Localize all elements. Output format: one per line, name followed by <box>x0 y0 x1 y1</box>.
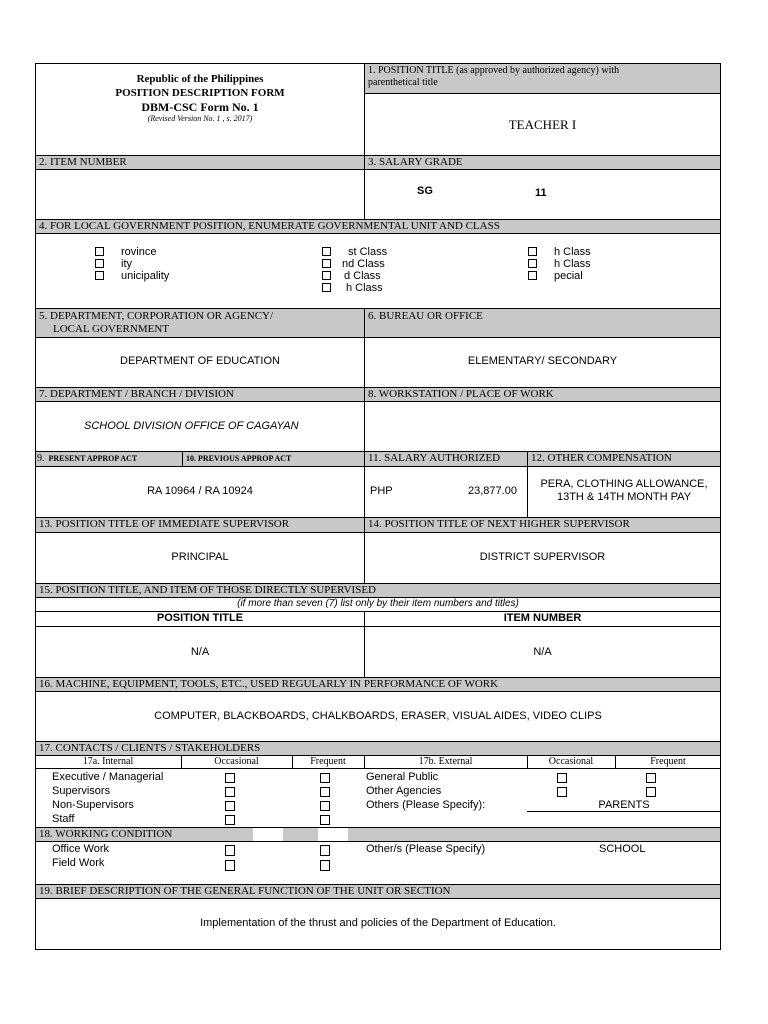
s17-occasional-heading-ext: Occasional <box>548 756 594 767</box>
checkbox-public-frequent[interactable] <box>646 773 656 783</box>
form-header <box>36 73 364 124</box>
checkbox-exec-frequent[interactable] <box>320 773 330 783</box>
vline-17-c <box>364 755 365 769</box>
s12-header: 12. OTHER COMPENSATION <box>527 451 721 467</box>
s17-frequent-heading-ext: Frequent <box>650 756 686 767</box>
checkbox-special[interactable] <box>528 271 537 280</box>
s1-header <box>364 63 721 94</box>
s16-header: 16. MACHINE, EQUIPMENT, TOOLS, ETC., USED REGULARLY IN PERFORMANCE OF WORK <box>35 677 721 692</box>
checkbox-public-occasional[interactable] <box>557 773 567 783</box>
checkbox-nonsup-frequent[interactable] <box>320 801 330 811</box>
s4-col1-item: rovince <box>121 246 157 258</box>
salary-grade-prefix: SG <box>417 185 433 197</box>
s2-header: 2. ITEM NUMBER <box>35 155 365 170</box>
s4-col1-item: ity <box>121 258 132 270</box>
external-item: Others (Please Specify): <box>366 799 486 811</box>
form-revision: (Revised Version No. 1 , s. 2017) <box>147 114 253 123</box>
others-specify-value[interactable]: PARENTS <box>598 799 650 811</box>
s1-label: 1. POSITION TITLE (as approved by authorized agency) with <box>368 65 620 76</box>
vline-17-e <box>615 755 616 769</box>
s4-col2-item: d Class <box>344 270 381 282</box>
checkbox-nonsup-occasional[interactable] <box>225 801 235 811</box>
vline-15 <box>364 611 365 677</box>
s11-header: 11. SALARY AUTHORIZED <box>364 451 528 467</box>
checkbox-field-occasional[interactable] <box>225 860 235 871</box>
s8-header: 8. WORKSTATION / PLACE OF WORK <box>364 387 721 402</box>
s18-header: 18. WORKING CONDITION <box>35 827 721 842</box>
external-item: General Public <box>366 771 439 783</box>
internal-item: Supervisors <box>52 785 111 797</box>
form-frame <box>35 63 721 950</box>
s4-col1-item: unicipality <box>121 270 170 282</box>
checkbox-staff-occasional[interactable] <box>225 815 235 825</box>
checkbox-4th-class[interactable] <box>322 283 331 292</box>
s9-header <box>35 451 183 467</box>
s4-col3-item: h Class <box>554 246 591 258</box>
internal-item: Non-Supervisors <box>52 799 134 811</box>
other-condition-value[interactable]: SCHOOL <box>599 843 646 855</box>
external-item: Other Agencies <box>366 785 442 797</box>
supervised-title-value[interactable]: N/A <box>190 646 210 658</box>
checkbox-3rd-class[interactable] <box>322 271 331 280</box>
working-condition-item: Field Work <box>52 857 105 869</box>
other-compensation-line2: 13TH & 14TH MONTH PAY <box>556 491 692 503</box>
checkbox-exec-occasional[interactable] <box>225 773 235 783</box>
vline-17-b <box>292 755 293 769</box>
s13-header: 13. POSITION TITLE OF IMMEDIATE SUPERVISOR <box>35 517 365 533</box>
department-value[interactable]: DEPARTMENT OF EDUCATION <box>120 355 280 367</box>
s17-frequent-heading: Frequent <box>310 756 346 767</box>
internal-item: Executive / Managerial <box>52 771 164 783</box>
immediate-supervisor-value[interactable]: PRINCIPAL <box>171 551 229 563</box>
s18-gap-b <box>318 828 348 841</box>
s15-note: (if more than seven (7) list only by their item numbers and titles) <box>237 598 519 609</box>
checkbox-municipality[interactable] <box>95 271 104 280</box>
salary-currency: PHP <box>370 485 393 497</box>
s5-label2: LOCAL GOVERNMENT <box>53 323 169 335</box>
s5-label: 5. DEPARTMENT, CORPORATION OR AGENCY/ <box>39 310 274 322</box>
approp-act-value[interactable]: RA 10964 / RA 10924 <box>147 485 253 497</box>
hline-15b <box>35 626 721 627</box>
checkbox-agencies-occasional[interactable] <box>557 787 567 797</box>
s10-header: 10. PREVIOUS APPROP ACT <box>182 451 365 467</box>
checkbox-2nd-class[interactable] <box>322 259 331 268</box>
checkbox-province[interactable] <box>95 247 104 256</box>
checkbox-office-frequent[interactable] <box>320 845 330 856</box>
checkbox-field-frequent[interactable] <box>320 860 330 871</box>
s15-col-item-number: ITEM NUMBER <box>503 612 582 624</box>
s15-col-position-title: POSITION TITLE <box>156 612 244 624</box>
s4-col2-item: st Class <box>348 246 388 258</box>
equipment-value[interactable]: COMPUTER, BLACKBOARDS, CHALKBOARDS, ERASER, VISUAL AIDES, VIDEO CLIPS <box>154 710 602 722</box>
other-compensation-value[interactable] <box>527 478 721 504</box>
division-value[interactable]: SCHOOL DIVISION OFFICE OF CAGAYAN <box>84 420 299 432</box>
s18-gap-a <box>253 828 283 841</box>
general-function-value[interactable]: Implementation of the thrust and policies of the Department of Education. <box>200 917 556 929</box>
vline-7-8 <box>364 402 365 451</box>
s19-header: 19. BRIEF DESCRIPTION OF THE GENERAL FUNCTION OF THE UNIT OR SECTION <box>35 884 721 899</box>
form-name: POSITION DESCRIPTION FORM <box>115 87 285 99</box>
other-compensation-line1: PERA, CLOTHING ALLOWANCE, <box>540 478 708 490</box>
other-condition-label: Other/s (Please Specify) <box>366 843 486 855</box>
s5-header <box>35 308 365 338</box>
checkbox-sup-frequent[interactable] <box>320 787 330 797</box>
checkbox-city[interactable] <box>95 259 104 268</box>
s14-header: 14. POSITION TITLE OF NEXT HIGHER SUPERVISOR <box>364 517 721 533</box>
s3-header: 3. SALARY GRADE <box>364 155 721 170</box>
s15-header: 15. POSITION TITLE, AND ITEM OF THOSE DIRECTLY SUPERVISED <box>35 583 721 598</box>
s6-header: 6. BUREAU OR OFFICE <box>364 308 721 338</box>
s4-col2-item: h Class <box>346 282 383 294</box>
s1-label2: parenthetical title <box>368 77 438 88</box>
salary-grade-value[interactable]: 11 <box>535 187 547 199</box>
checkbox-5th-class[interactable] <box>528 247 537 256</box>
next-supervisor-value[interactable]: DISTRICT SUPERVISOR <box>479 551 606 563</box>
s4-col3-item: pecial <box>554 270 583 282</box>
salary-authorized-value[interactable]: 23,877.00 <box>468 485 517 497</box>
vline-17-d <box>527 755 528 769</box>
bureau-value[interactable]: ELEMENTARY/ SECONDARY <box>467 355 618 367</box>
s4-col3-item: h Class <box>554 258 591 270</box>
s4-col2-item: nd Class <box>342 258 385 270</box>
s17-occasional-heading: Occasional <box>214 756 259 767</box>
s9-label: PRESENT APPROP ACT <box>48 454 138 463</box>
s17-header: 17. CONTACTS / CLIENTS / STAKEHOLDERS <box>35 741 721 756</box>
s7-header: 7. DEPARTMENT / BRANCH / DIVISION <box>35 387 365 402</box>
checkbox-agencies-frequent[interactable] <box>646 787 656 797</box>
vline-2-3 <box>364 170 365 219</box>
s4-header: 4. FOR LOCAL GOVERNMENT POSITION, ENUMERATE GOVERNMENTAL UNIT AND CLASS <box>35 219 721 234</box>
checkbox-6th-class[interactable] <box>528 259 537 268</box>
s17-internal-heading: 17a. Internal <box>82 756 134 767</box>
checkbox-office-occasional[interactable] <box>225 845 235 856</box>
s17-external-heading: 17b. External <box>418 756 473 767</box>
others-underline <box>527 811 721 812</box>
vline-17-a <box>181 755 182 769</box>
checkbox-1st-class[interactable] <box>322 247 331 256</box>
supervised-item-value[interactable]: N/A <box>533 646 552 658</box>
working-condition-item: Office Work <box>52 843 110 855</box>
s9-num: 9. <box>37 453 45 464</box>
internal-item: Staff <box>52 813 75 825</box>
position-title-value[interactable]: TEACHER I <box>508 117 577 132</box>
checkbox-staff-frequent[interactable] <box>320 815 330 825</box>
form-code: DBM-CSC Form No. 1 <box>141 100 259 114</box>
checkbox-sup-occasional[interactable] <box>225 787 235 797</box>
republic-title: Republic of the Philippines <box>136 73 264 85</box>
